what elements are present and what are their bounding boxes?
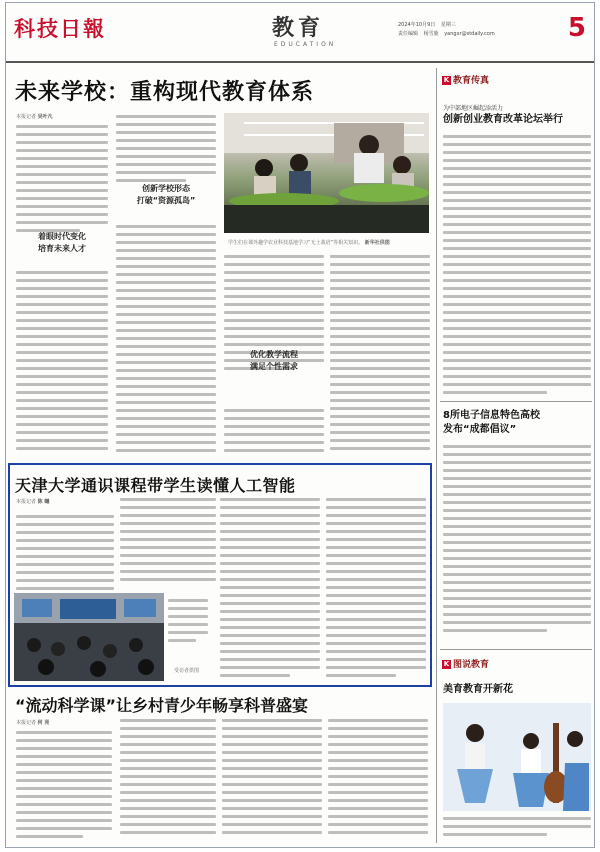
tag-picture-education	[442, 657, 489, 670]
r-divider-1	[440, 401, 592, 402]
r2-headline-line1: 8所电子信息特色高校	[443, 410, 540, 421]
column-divider	[436, 68, 437, 843]
tag-text: 教育传真	[453, 76, 490, 86]
science-body-col-1	[16, 731, 112, 841]
issue-date: 2024年10月9日	[398, 22, 436, 28]
ai-photo-caption	[168, 599, 208, 659]
tag-text: 图说教育	[453, 660, 490, 670]
r3-headline: 美育教育开新花	[443, 684, 513, 695]
classroom-image	[14, 593, 164, 681]
r1-headline: 创新创业教育改革论坛举行	[443, 114, 563, 125]
editor-name: 杨雪鹿	[423, 31, 439, 37]
ai-body-col-4	[326, 498, 426, 678]
tag-education-news	[442, 73, 489, 86]
children-musicians-image	[443, 703, 591, 811]
section-title-en: EDUCATION	[274, 41, 337, 48]
editor-email: yangxr@stdaily.com	[444, 31, 495, 37]
performance-photo	[443, 703, 591, 811]
byline-name: 吴叶凡	[37, 114, 53, 120]
byline-prefix: 本报记者	[16, 499, 37, 505]
ai-body-col-2	[120, 498, 216, 588]
science-body-col-3	[222, 719, 322, 841]
k-badge-icon: K	[443, 660, 450, 668]
lead-body-col-1	[16, 125, 108, 455]
r2-headline-line2: 发布“成都倡议”	[443, 424, 517, 435]
subhead-text: 优化教学流程 满足个性需求	[250, 350, 298, 371]
lead-subhead-2	[16, 231, 108, 255]
newspaper-logo: 科技日報	[14, 16, 106, 41]
page-number: 5	[567, 13, 586, 43]
lead-photo-caption	[228, 239, 428, 246]
science-body-col-4	[328, 719, 428, 841]
ai-body-col-3	[220, 498, 320, 678]
subhead-text: 着眼时代变化 培育未来人才	[38, 232, 86, 253]
ai-body-col-1	[16, 515, 114, 595]
byline-name: 陈 曦	[37, 499, 50, 505]
ai-headline: 天津大学通识课程带学生读懂人工智能	[15, 476, 296, 495]
science-headline: “流动科学课”让乡村青少年畅享科普盛宴	[15, 696, 309, 715]
caption-credit: 新华社供图	[364, 240, 390, 246]
ai-byline	[16, 498, 49, 505]
byline-prefix: 本报记者	[16, 720, 37, 726]
lead-headline: 未来学校：重构现代教育体系	[15, 80, 315, 105]
students-greenhouse-image	[224, 113, 429, 233]
lead-byline	[16, 113, 53, 120]
r3-caption	[443, 817, 591, 843]
lead-body-col-4	[330, 255, 430, 455]
issue-meta	[398, 21, 558, 39]
issue-weekday: 星期三	[440, 22, 456, 28]
byline-prefix: 本报记者	[16, 114, 37, 120]
ai-photo-credit: 受访者供图	[174, 668, 200, 674]
k-badge-icon: K	[443, 76, 450, 84]
r-divider-2	[440, 649, 592, 650]
r1-body	[443, 135, 591, 395]
lead-subhead-3	[224, 349, 324, 373]
lead-body-col-2	[116, 115, 216, 455]
subhead-text: 创新学校形态 打破“资源孤岛”	[136, 184, 196, 205]
science-body-col-2	[120, 719, 216, 841]
byline-name: 何 亮	[37, 720, 50, 726]
lead-subhead-1	[116, 183, 216, 207]
science-byline	[16, 719, 49, 726]
ai-photo	[14, 593, 164, 681]
masthead	[6, 3, 594, 63]
r1-kicker: 为中部地区崛起添活力	[443, 105, 504, 112]
lead-photo	[224, 113, 429, 233]
caption-text: 学生们在课外趣学农业科技基地学习“无土栽培”等相关知识。	[228, 240, 364, 246]
section-title: 教育	[272, 16, 325, 41]
newspaper-page	[5, 2, 595, 848]
r2-body	[443, 445, 591, 643]
editor-label: 责任编辑	[398, 31, 419, 37]
